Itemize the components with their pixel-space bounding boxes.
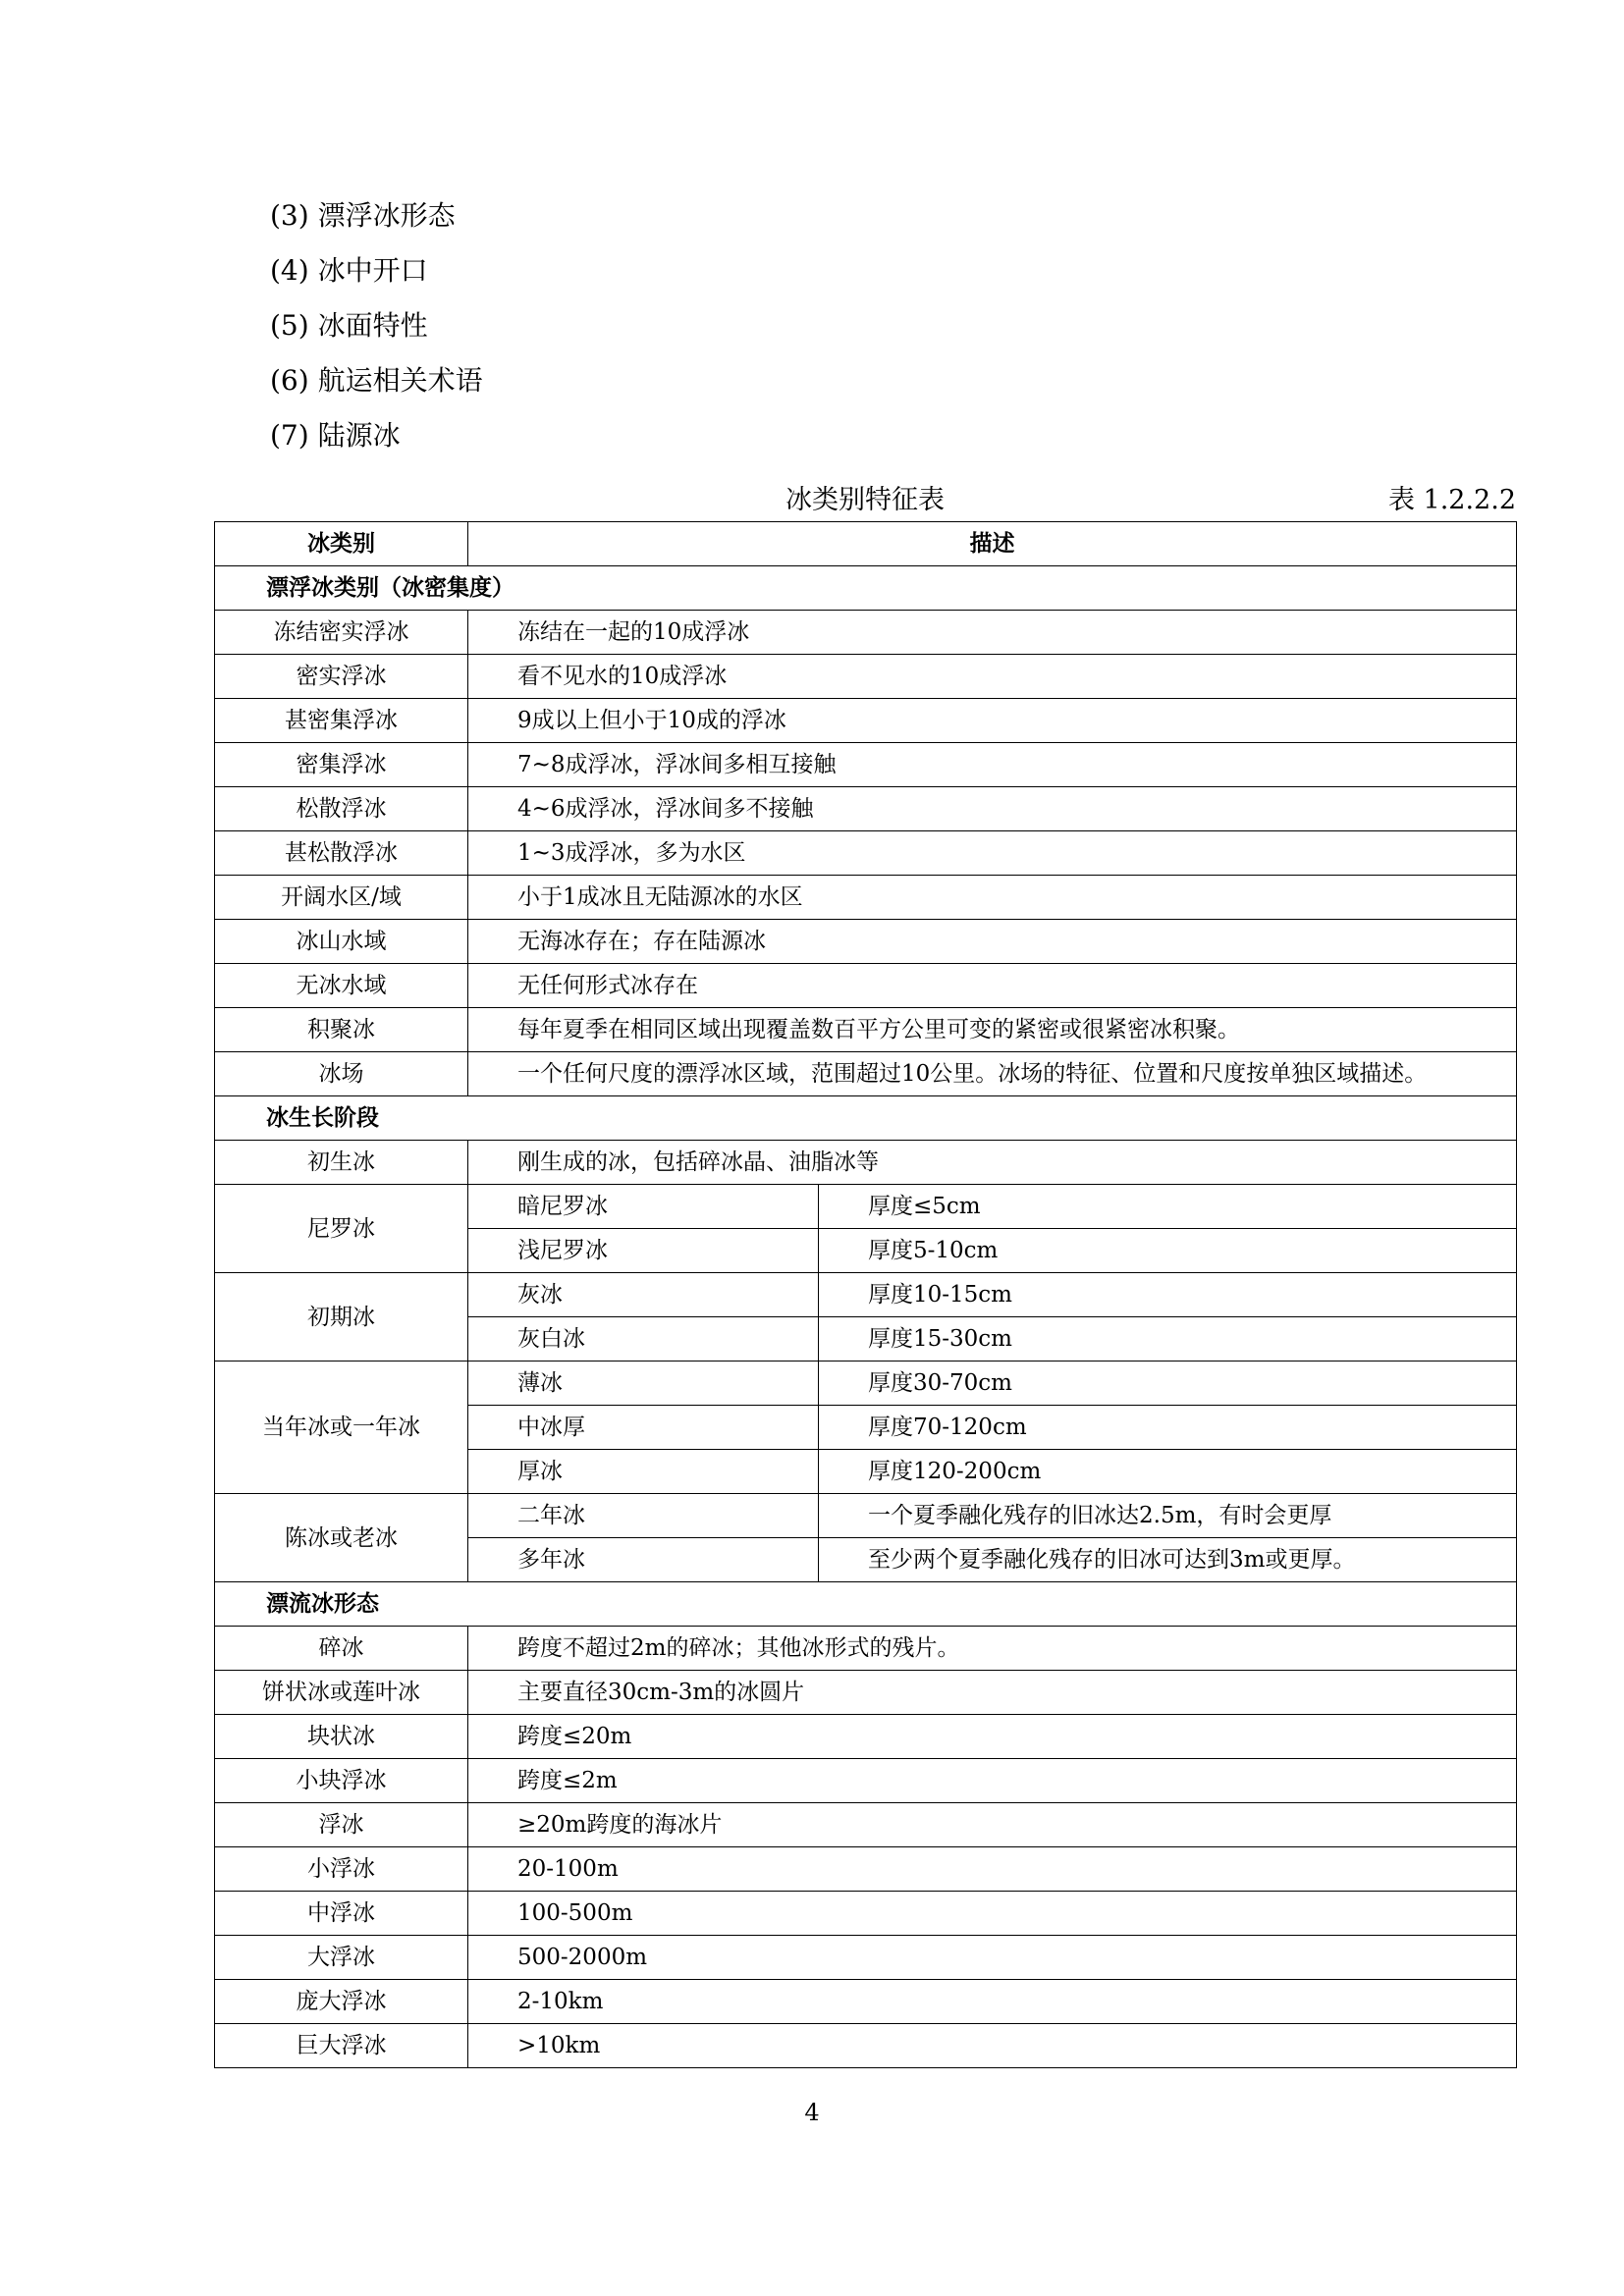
row-description: 500-2000m xyxy=(468,1936,1517,1980)
ice-category-table xyxy=(214,521,1517,2068)
row-category: 甚松散浮冰 xyxy=(215,831,468,876)
sub-value: 至少两个夏季融化残存的旧冰可达到3m或更厚。 xyxy=(819,1538,1517,1582)
group-category: 初期冰 xyxy=(215,1273,468,1362)
row-category: 初生冰 xyxy=(215,1141,468,1185)
sub-value: 厚度120-200cm xyxy=(819,1450,1517,1494)
table-row xyxy=(215,920,1517,964)
row-description: 小于1成冰且无陆源冰的水区 xyxy=(468,876,1517,920)
table-row xyxy=(215,1980,1517,2024)
sub-category: 薄冰 xyxy=(468,1362,819,1406)
table-row xyxy=(215,743,1517,787)
table-row xyxy=(215,1052,1517,1096)
row-category: 块状冰 xyxy=(215,1715,468,1759)
table-row xyxy=(215,1494,1517,1538)
sub-value: 厚度70-120cm xyxy=(819,1406,1517,1450)
row-description: 7~8成浮冰，浮冰间多相互接触 xyxy=(468,743,1517,787)
header-category: 冰类别 xyxy=(215,522,468,566)
table-row xyxy=(215,1715,1517,1759)
table-row xyxy=(215,1185,1517,1229)
group-category: 尼罗冰 xyxy=(215,1185,468,1273)
list-item: (6) 航运相关术语 xyxy=(270,364,483,397)
page-number: 4 xyxy=(804,2099,820,2126)
sub-category: 二年冰 xyxy=(468,1494,819,1538)
sub-category: 灰白冰 xyxy=(468,1317,819,1362)
section-header-row xyxy=(215,1096,1517,1141)
table-number: 表 1.2.2.2 xyxy=(1387,485,1516,515)
table-row xyxy=(215,1008,1517,1052)
sub-value: 厚度10-15cm xyxy=(819,1273,1517,1317)
table-row xyxy=(215,1759,1517,1803)
row-description: 无海冰存在；存在陆源冰 xyxy=(468,920,1517,964)
sub-value: 厚度5-10cm xyxy=(819,1229,1517,1273)
row-description: 跨度≤2m xyxy=(468,1759,1517,1803)
sub-category: 厚冰 xyxy=(468,1450,819,1494)
section-title: 漂浮冰类别（冰密集度） xyxy=(215,566,1517,611)
sub-category: 中冰厚 xyxy=(468,1406,819,1450)
row-description: 1~3成浮冰，多为水区 xyxy=(468,831,1517,876)
table-header-row xyxy=(215,522,1517,566)
row-description: 4~6成浮冰，浮冰间多不接触 xyxy=(468,787,1517,831)
sub-value: 厚度30-70cm xyxy=(819,1362,1517,1406)
row-description: ≥20m跨度的海冰片 xyxy=(468,1803,1517,1847)
row-category: 无冰水域 xyxy=(215,964,468,1008)
group-category: 当年冰或一年冰 xyxy=(215,1362,468,1494)
group-category: 陈冰或老冰 xyxy=(215,1494,468,1582)
section-header-row xyxy=(215,566,1517,611)
list-item: (5) 冰面特性 xyxy=(270,309,428,342)
row-category: 冰山水域 xyxy=(215,920,468,964)
sub-value: 厚度15-30cm xyxy=(819,1317,1517,1362)
row-category: 开阔水区/域 xyxy=(215,876,468,920)
table-row xyxy=(215,876,1517,920)
sub-value: 一个夏季融化残存的旧冰达2.5m，有时会更厚 xyxy=(819,1494,1517,1538)
table-row xyxy=(215,964,1517,1008)
table-title: 冰类别特征表 xyxy=(785,485,945,515)
section-header-row xyxy=(215,1582,1517,1627)
row-category: 中浮冰 xyxy=(215,1892,468,1936)
row-description: 刚生成的冰，包括碎冰晶、油脂冰等 xyxy=(468,1141,1517,1185)
table-row xyxy=(215,655,1517,699)
table-row xyxy=(215,1936,1517,1980)
row-description: 冻结在一起的10成浮冰 xyxy=(468,611,1517,655)
table-row xyxy=(215,1892,1517,1936)
row-description: 2-10km xyxy=(468,1980,1517,2024)
table-row xyxy=(215,1362,1517,1406)
row-category: 碎冰 xyxy=(215,1627,468,1671)
list-item: (3) 漂浮冰形态 xyxy=(270,199,456,232)
row-category: 冰场 xyxy=(215,1052,468,1096)
row-category: 冻结密实浮冰 xyxy=(215,611,468,655)
row-description: 9成以上但小于10成的浮冰 xyxy=(468,699,1517,743)
row-category: 密实浮冰 xyxy=(215,655,468,699)
table-row xyxy=(215,1803,1517,1847)
row-description: 主要直径30cm-3m的冰圆片 xyxy=(468,1671,1517,1715)
table-row xyxy=(215,831,1517,876)
row-description: 一个任何尺度的漂浮冰区域，范围超过10公里。冰场的特征、位置和尺度按单独区域描述。 xyxy=(468,1052,1517,1096)
row-category: 密集浮冰 xyxy=(215,743,468,787)
row-description: 跨度不超过2m的碎冰；其他冰形式的残片。 xyxy=(468,1627,1517,1671)
table-row xyxy=(215,1847,1517,1892)
row-category: 庞大浮冰 xyxy=(215,1980,468,2024)
row-category: 小浮冰 xyxy=(215,1847,468,1892)
table-row xyxy=(215,699,1517,743)
table-row xyxy=(215,1627,1517,1671)
row-category: 浮冰 xyxy=(215,1803,468,1847)
row-description: 每年夏季在相同区域出现覆盖数百平方公里可变的紧密或很紧密冰积聚。 xyxy=(468,1008,1517,1052)
section-title: 冰生长阶段 xyxy=(215,1096,1517,1141)
row-category: 巨大浮冰 xyxy=(215,2024,468,2068)
row-category: 松散浮冰 xyxy=(215,787,468,831)
row-description: 无任何形式冰存在 xyxy=(468,964,1517,1008)
table-row xyxy=(215,787,1517,831)
row-description: >10km xyxy=(468,2024,1517,2068)
table-row xyxy=(215,2024,1517,2068)
row-description: 看不见水的10成浮冰 xyxy=(468,655,1517,699)
sub-category: 多年冰 xyxy=(468,1538,819,1582)
list-item: (4) 冰中开口 xyxy=(270,254,428,287)
table-row xyxy=(215,1273,1517,1317)
row-category: 小块浮冰 xyxy=(215,1759,468,1803)
sub-value: 厚度≤5cm xyxy=(819,1185,1517,1229)
sub-category: 暗尼罗冰 xyxy=(468,1185,819,1229)
row-description: 100-500m xyxy=(468,1892,1517,1936)
row-category: 大浮冰 xyxy=(215,1936,468,1980)
section-title: 漂流冰形态 xyxy=(215,1582,1517,1627)
table-row xyxy=(215,1141,1517,1185)
table-caption xyxy=(214,479,1516,522)
topic-list xyxy=(270,201,483,476)
table-row xyxy=(215,1671,1517,1715)
sub-category: 浅尼罗冰 xyxy=(468,1229,819,1273)
row-description: 20-100m xyxy=(468,1847,1517,1892)
row-category: 甚密集浮冰 xyxy=(215,699,468,743)
row-description: 跨度≤20m xyxy=(468,1715,1517,1759)
row-category: 饼状冰或莲叶冰 xyxy=(215,1671,468,1715)
header-description: 描述 xyxy=(468,522,1517,566)
list-item: (7) 陆源冰 xyxy=(270,419,401,452)
sub-category: 灰冰 xyxy=(468,1273,819,1317)
table-row xyxy=(215,611,1517,655)
row-category: 积聚冰 xyxy=(215,1008,468,1052)
